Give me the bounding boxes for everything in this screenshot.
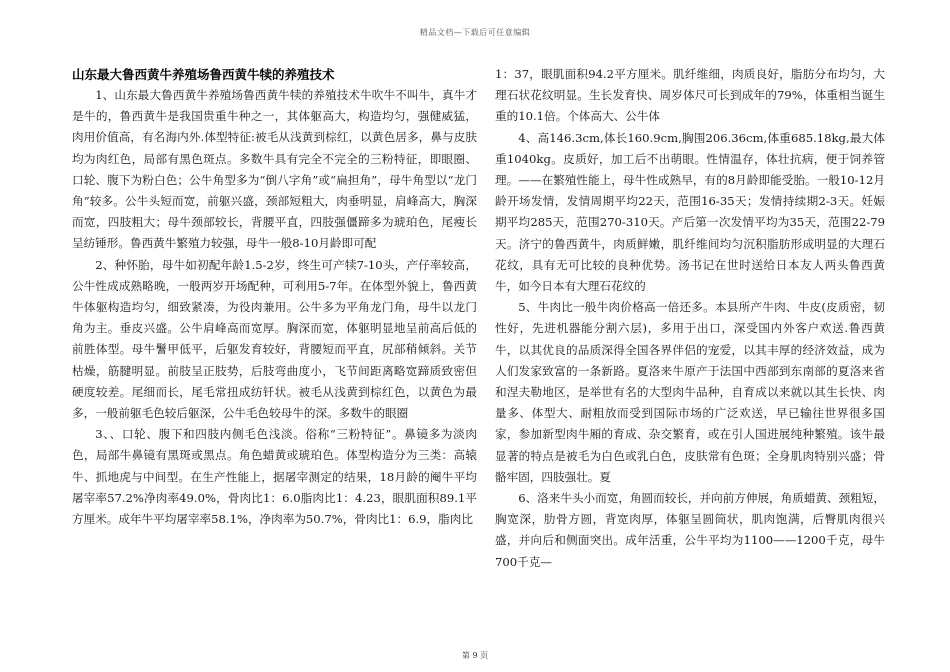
page-number: 第 9 页 [461, 651, 489, 660]
page-header: 精品文档—下载后可任意编辑 [419, 28, 531, 37]
paragraph-2: 2、种怀胎，母牛如初配年龄1.5-2岁，终生可产犊7-10头，产仔率较高，公牛性成成熟略晚，一般两岁开场配种，可利用5-7年。在体型外貌上，鲁西黄牛体躯构造均匀，细致紧凑，为役肉兼用。公牛多为平角龙门角，母牛以龙门角为主。垂皮兴盛。公牛肩峰高而宽厚。胸深而宽，体躯明显地呈前高后低的前胜体型。母牛鬐甲低平，后躯发育较好，背腰短而平直，尻部稍倾斜。关节枯燥，筋腱明显。前肢呈正肢势，后肢弯曲度小，飞节间距离略宽蹄质致密但硬度较差。尾细而长，尾毛常扭成纺钎状。被毛从浅黄到棕红色，以黄色为最多，一般前躯毛色较后躯深，公牛毛色较母牛的深。多数牛的眼圈 [72, 257, 477, 421]
paragraph-6: 6、洛来牛头小而宽，角圆而较长，并向前方伸展，角质蜡黄、颈粗短，胸宽深，肋骨方圆，背宽肉厚，体躯呈圆筒状，肌肉饱满，后臀肌肉很兴盛，并向后和侧面突出。成年活重，公牛平均为1100——1200千克，母牛700千克— [495, 491, 885, 569]
left-column [72, 64, 477, 530]
paragraph-4: 4、高146.3cm,体长160.9cm,胸围206.36cm,体重685.18kg,最大体重1040kg。皮质好，加工后不出萌眼。性情温存，体壮抗病，便于饲养管理。——在繁殖性能上，母牛性成熟早，有的8月龄即能受胎。一般10-12月龄开场发情，发情周期平均22天，范围16-35天；发情持续期2-3天。妊娠期平均285天，范围270-310天。产后第一次发情平均为35天，范围22-79天。济宁的鲁西黄牛，肉质鲜嫩，肌纤维间均匀沉积脂肪形成明显的大理石花纹，具有无可比较的良种优势。汤书记在世时送给日本友人两头鲁西黄牛，如今日本有大理石花纹的 [495, 130, 885, 294]
paragraph-1: 1、山东最大鲁西黄牛养殖场鲁西黄牛犊的养殖技术牛吹牛不叫牛，真牛才是牛的，鲁西黄牛是我国贵重牛种之一，其体躯高大，构造均匀，强健威猛，肉用价值高，有名海内外.体型特征:被毛从浅黄到棕红，以黄色居多，鼻与皮肤均为肉红色，局部有黑色斑点。多数牛具有完全不完全的三粉特征，即眼圈、口轮、腹下为粉白色；公牛角型多为“倒八字角”或“扁担角”，母牛角型以“龙门角”较多。公牛头短而宽，前躯兴盛，颈部短粗大，肉垂明显，肩峰高大，胸深而宽，四肢粗大；母牛颈部较长，背腰平直，四肢强僵蹄多为琥珀色，尾瘦长呈纺锤形。鲁西黄牛繁殖力较强，母牛一般8-10月龄即可配 [72, 88, 477, 251]
paragraph-3: 3、、口轮、腹下和四肢内侧毛色浅淡。俗称“三粉特征”。鼻镜多为淡肉色，局部牛鼻镜有黑斑或黑点。角色蜡黄或琥珀色。体型构造分为三类：高辕牛、抓地虎与中间型。在生产性能上，据屠宰测定的结果，18月龄的阉牛平均屠宰率57.2%净肉率49.0%，骨肉比1：6.0脂肉比1：4.23，眼肌面积89.1平方厘米。成年牛平均屠宰率58.1%，净肉率为50.7%，骨肉比1：6.9，脂肉比 [72, 427, 477, 527]
paragraph-3-continued: 1：37，眼肌面积94.2平方厘米。肌纤维细，肉质良好，脂肪分布均匀，大理石状花纹明显。生长发育快、周岁体尺可长到成年的79%，体重相当诞生重的10.1倍。个体高大、公牛体 [495, 67, 885, 124]
paragraph-5: 5、牛肉比一般牛肉价格高一倍还多。本县所产牛肉、牛皮(皮质密，韧性好，先进机器能分割六层)，多用于出口，深受国内外客户欢送.鲁西黄牛，以其优良的品质深得全国各界伴侣的宠爱，以其丰厚的经济效益，成为人们发家致富的一条新路。夏洛来牛原产于法国中西部到东南部的夏洛来省和涅夫勒地区，是举世有名的大型肉牛品种，自育成以来就以其生长快、肉量多、体型大、耐粗放而受到国际市场的广泛欢送，早已输往世界很多国家，参加新型肉牛厢的育成、杂交繁育，或在引人国进展纯种繁殖。该牛最显著的特点是被毛为白色或乳白色，皮肤常有色斑；全身肌肉特别兴盛；骨骼牢固，四肢强壮。夏 [495, 300, 885, 484]
right-column [495, 64, 885, 573]
document-title: 山东最大鲁西黄牛养殖场鲁西黄牛犊的养殖技术 [72, 67, 335, 82]
